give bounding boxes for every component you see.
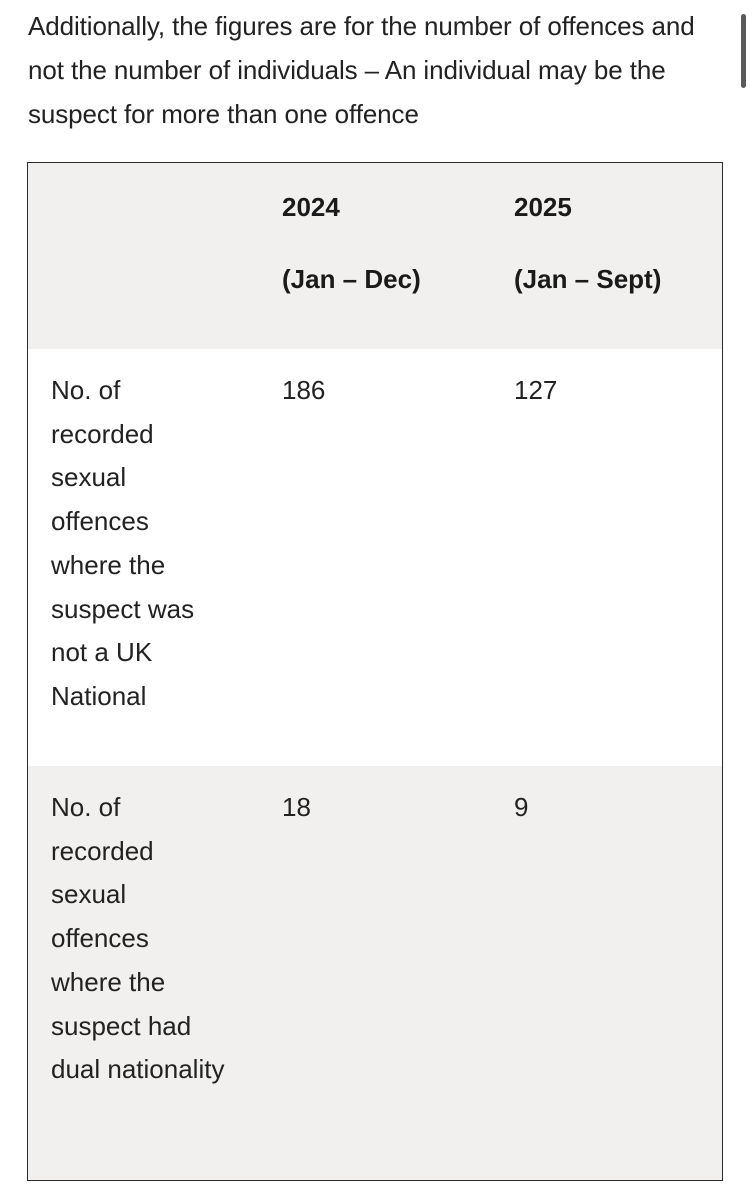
column-header-range: (Jan – Dec) xyxy=(282,264,421,294)
offences-table xyxy=(27,162,723,1181)
column-header-range: (Jan – Sept) xyxy=(514,264,662,294)
table-row xyxy=(28,766,722,1181)
table-cell-value: 127 xyxy=(514,375,558,405)
table-cell-value: 18 xyxy=(282,792,311,822)
table-header-row xyxy=(28,163,722,349)
column-header-year: 2024 xyxy=(282,192,340,222)
intro-paragraph: Additionally, the figures are for the number of offences and not the number of individuals – An individual may be the suspect for more than one offence xyxy=(28,11,695,129)
table-cell-value: 186 xyxy=(282,375,326,405)
column-header-year: 2025 xyxy=(514,192,572,222)
row-label: No. of recorded sexual offences where the suspect had dual nationality xyxy=(51,792,225,1085)
table-row xyxy=(28,349,722,766)
row-label: No. of recorded sexual offences where the suspect was not a UK National xyxy=(51,375,195,711)
scrollbar-thumb[interactable] xyxy=(741,14,746,88)
table-cell-value: 9 xyxy=(514,792,529,822)
